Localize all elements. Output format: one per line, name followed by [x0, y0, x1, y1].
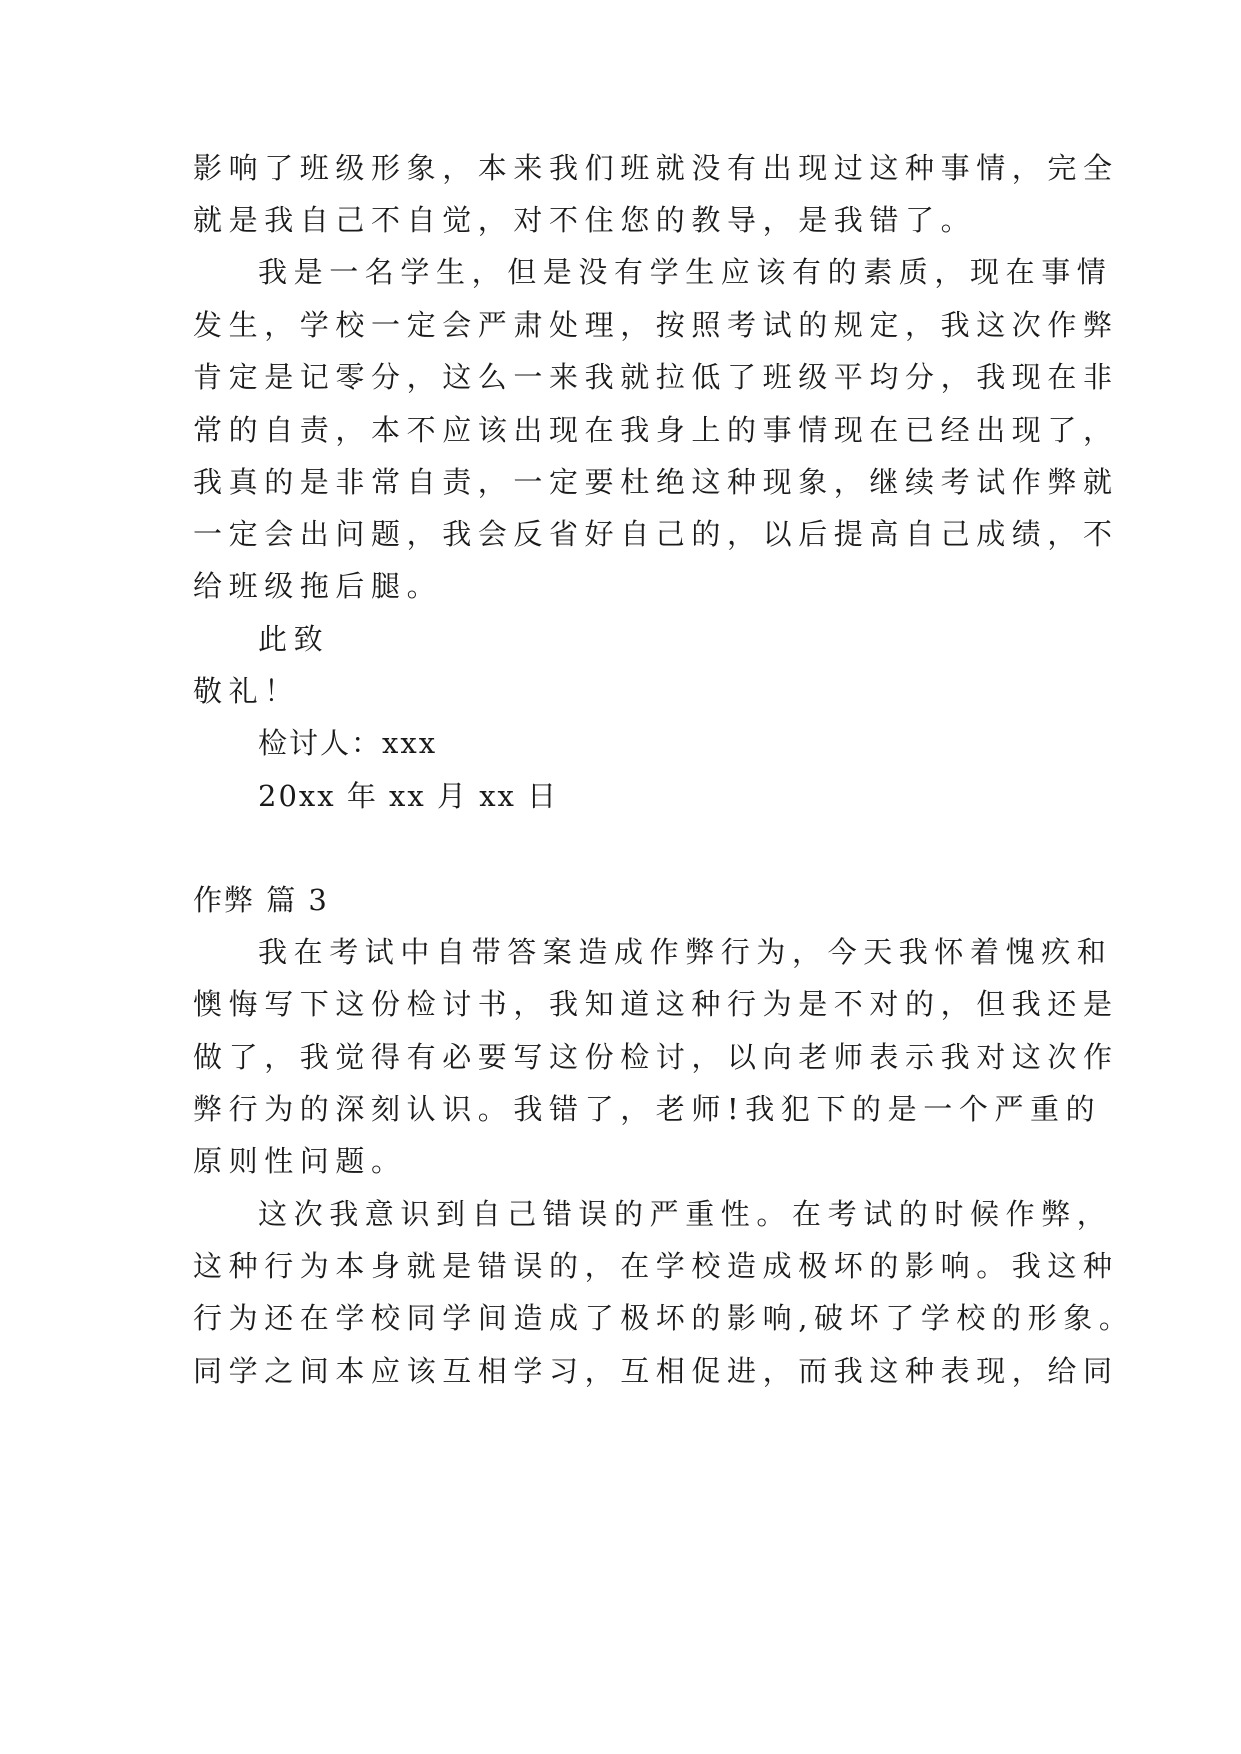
paragraph-line: 做了，我觉得有必要写这份检讨，以向老师表示我对这次作 [193, 1040, 1119, 1074]
paragraph-line: 我是一名学生，但是没有学生应该有的素质，现在事情 [258, 255, 1113, 289]
paragraph-line: 懊悔写下这份检讨书，我知道这种行为是不对的，但我还是 [193, 987, 1119, 1021]
paragraph-line: 我在考试中自带答案造成作弊行为，今天我怀着愧疚和 [258, 935, 1113, 969]
paragraph-line: 一定会出问题，我会反省好自己的，以后提高自己成绩，不 [193, 517, 1119, 551]
paragraph-line: 原则性问题。 [193, 1144, 407, 1178]
paragraph-line: 同学之间本应该互相学习，互相促进，而我这种表现，给同 [193, 1354, 1119, 1388]
date-line: 20xx 年 xx 月 xx 日 [258, 779, 559, 813]
paragraph-line: 给班级拖后腿。 [193, 569, 443, 603]
closing-regards: 敬礼！ [193, 674, 300, 708]
paragraph-line: 影响了班级形象，本来我们班就没有出现过这种事情，完全 [193, 151, 1119, 185]
paragraph-line: 肯定是记零分，这么一来我就拉低了班级平均分，我现在非 [193, 360, 1119, 394]
closing-salutation: 此致 [258, 622, 330, 656]
paragraph-line: 弊行为的深刻认识。我错了，老师!我犯下的是一个严重的 [193, 1092, 1102, 1126]
paragraph-line: 这次我意识到自己错误的严重性。在考试的时候作弊， [258, 1197, 1113, 1231]
section-heading: 作弊 篇 3 [193, 883, 329, 917]
paragraph-line: 行为还在学校同学间造成了极坏的影响,破坏了学校的形象。 [193, 1301, 1135, 1335]
paragraph-line: 这种行为本身就是错误的，在学校造成极坏的影响。我这种 [193, 1249, 1119, 1283]
paragraph-line: 常的自责，本不应该出现在我身上的事情现在已经出现了， [193, 413, 1119, 447]
paragraph-line: 就是我自己不自觉，对不住您的教导，是我错了。 [193, 203, 977, 237]
paragraph-line: 发生，学校一定会严肃处理，按照考试的规定，我这次作弊 [193, 308, 1119, 342]
paragraph-line: 我真的是非常自责，一定要杜绝这种现象，继续考试作弊就 [193, 465, 1119, 499]
signature-line: 检讨人：xxx [258, 726, 438, 760]
